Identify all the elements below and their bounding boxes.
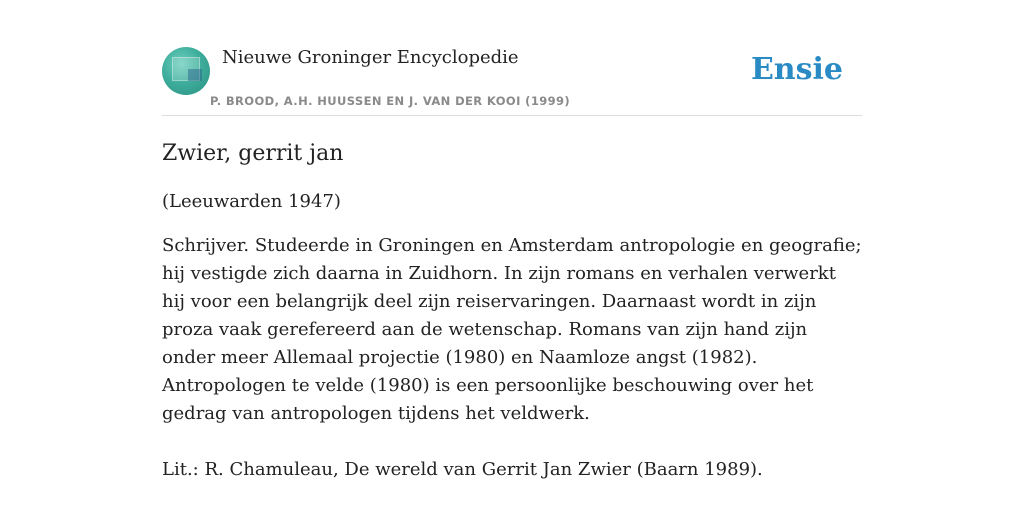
entry-content xyxy=(162,138,862,484)
book-header xyxy=(162,40,862,116)
entry-subtitle: (Leeuwarden 1947) xyxy=(162,191,341,212)
entry-body: Schrijver. Studeerde in Groningen en Amsterdam antropologie en geografie; hij vestigde zich daarna in Zuidhorn. In zijn romans en verhalen verwerkt hij voor een belangrijk deel zijn reiservaringen. Daarnaast wordt in zijn proza vaak gerefereerd aan de wetenschap. Romans van zijn hand zijn onder meer Allemaal projectie (1980) en Naamloze angst (1982). Antropologen te velde (1980) is een persoonlijke beschouwing over het gedrag van antropologen tijdens het veldwerk. xyxy=(162,235,862,424)
book-authors: P. BROOD, A.H. HUUSSEN EN J. VAN DER KOOI (1999) xyxy=(210,94,571,108)
header-divider xyxy=(162,115,862,116)
entry-title: Zwier, gerrit jan xyxy=(162,141,344,166)
book-cover-thumbnail[interactable] xyxy=(162,47,210,95)
book-title[interactable]: Nieuwe Groninger Encyclopedie xyxy=(222,47,519,68)
entry-literature: Lit.: R. Chamuleau, De wereld van Gerrit Jan Zwier (Baarn 1989). xyxy=(162,459,763,480)
ensie-logo[interactable]: Ensie xyxy=(750,52,843,87)
cover-graphic-accent xyxy=(188,69,202,81)
